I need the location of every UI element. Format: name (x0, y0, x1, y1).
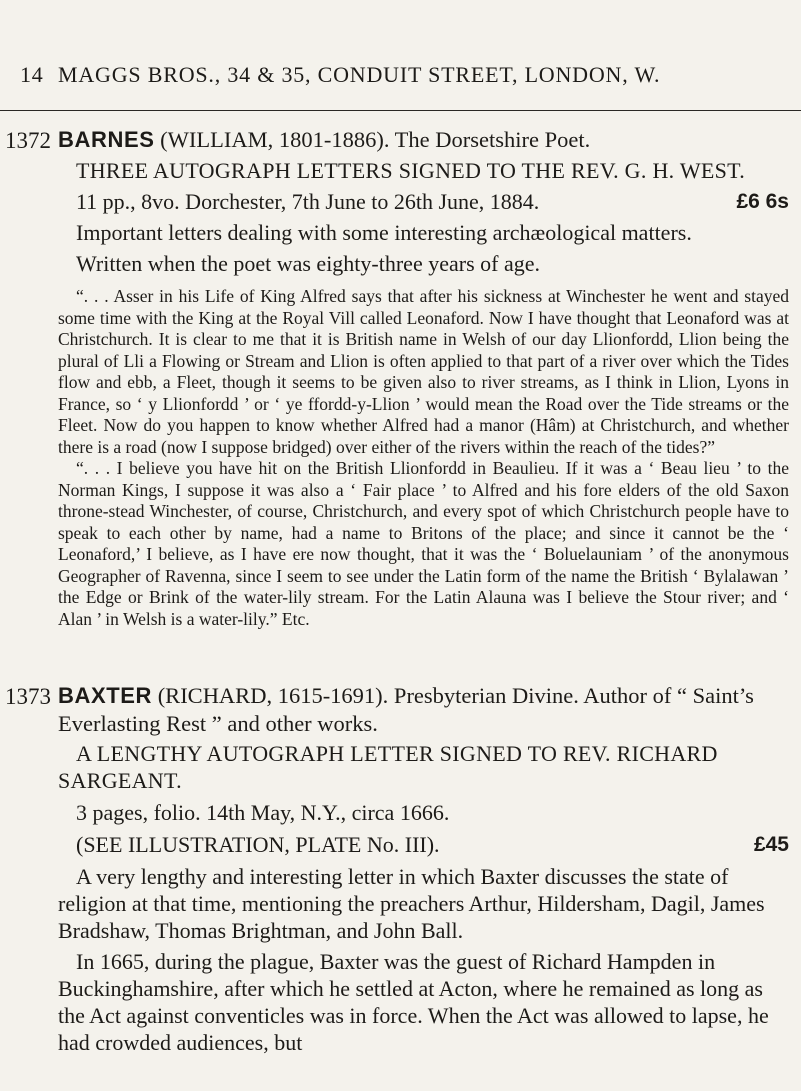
item-title: THREE AUTOGRAPH LETTERS SIGNED TO THE REV. G. H. WEST. (76, 158, 746, 183)
collation: 11 pp., 8vo. Dorchester, 7th June to 26th June, 1884. (76, 189, 540, 214)
entry-body (58, 682, 801, 1056)
heading-detail: (RICHARD, 1615-1691). Presbyterian Divine. Author of “ Saint’s Everlasting Rest ” and other works. (58, 683, 754, 736)
entry-heading (58, 682, 801, 738)
item-description (58, 188, 801, 215)
lot-number: 1372 (5, 128, 51, 153)
price: £6 6s (736, 190, 789, 213)
entry-body (58, 126, 801, 630)
item-title: A LENGTHY AUTOGRAPH LETTER SIGNED TO REV. RICHARD SARGEANT. (58, 741, 718, 793)
illustration-note: (SEE ILLUSTRATION, PLATE No. III). (76, 832, 440, 857)
item-description (58, 799, 801, 826)
author-surname: BARNES (58, 127, 155, 152)
entry-heading (58, 126, 801, 154)
illustration-line (58, 831, 801, 858)
note-paragraph: In 1665, during the plague, Baxter was the guest of Richard Hampden in Buckinghamshire, after which he settled at Acton, where he remained as long as the Act against conventicles was in force. When the Act was allowed to lapse, he had crowded audiences, but (58, 949, 769, 1055)
running-head: MAGGS BROS., 34 & 35, CONDUIT STREET, LONDON, W. (58, 62, 661, 87)
page-header (18, 62, 778, 102)
heading-detail: (WILLIAM, 1801-1886). The Dorsetshire Poet. (154, 127, 591, 152)
price: £45 (753, 833, 789, 856)
author-surname: BAXTER (58, 683, 153, 708)
letter-quote: “. . . Asser in his Life of King Alfred says that after his sickness at Winchester he went and stayed some time with the King at the Royal Vill called Leonaford. Now I have thought that Leonaford was at Christchurch. It is clear to me that it is British name in Welsh of our day Llionfordd, Llion being the plural of Lli a Flowing or Stream and Llion is often applied to that part of a river over which the Tides flow and ebb, a Fleet, though it seems to be given also to river streams, as I think in Llion, Lyons in France, so ‘ y Llionfordd ’ or ‘ ye ffordd-y-Llion ’ would mean the Road over the Tide streams or the Fleet. Now do you happen to know whether Alfred had a manor (Hâm) at Christchurch, and whether there is a road (now I suppose bridged) over either of the rivers within the reach of the tides?” (58, 286, 789, 457)
page-number: 14 (20, 62, 44, 87)
letter-quote: “. . . I believe you have hit on the British Llionfordd in Beaulieu. If it was a ‘ Beau lieu ’ to the Norman Kings, I suppose it was also a ‘ Fair place ’ to Alfred and his fore elders of the old Saxon throne-stead Winchester, of course, Christchurch, and every spot of which Christchurch people have to speak to each other by name, had a name to Britons of the place; and since it cannot be the ‘ Leonaford,’ I believe, as I have ere now thought, that it was the ‘ Boluelauniam ’ of the anonymous Geographer of Ravenna, since I seem to see under the Latin form of the name the British ‘ Bylalawan ’ the Edge or Brink of the water-lily stream. For the Latin Alauna was I believe the Stour river; and ‘ Alan ’ in Welsh is a water-lily.” Etc. (58, 458, 789, 629)
lot-number: 1373 (5, 684, 51, 709)
note-paragraph: Written when the poet was eighty-three years of age. (76, 251, 540, 276)
collation: 3 pages, folio. 14th May, N.Y., circa 1666. (76, 800, 450, 825)
note-paragraph: Important letters dealing with some interesting archæological matters. (76, 220, 692, 245)
header-rule (0, 110, 801, 111)
note-paragraph: A very lengthy and interesting letter in which Baxter discusses the state of religion at that time, mentioning the preachers Arthur, Hildersham, Dagil, James Bradshaw, Thomas Brightman, and John Ball. (58, 864, 765, 943)
